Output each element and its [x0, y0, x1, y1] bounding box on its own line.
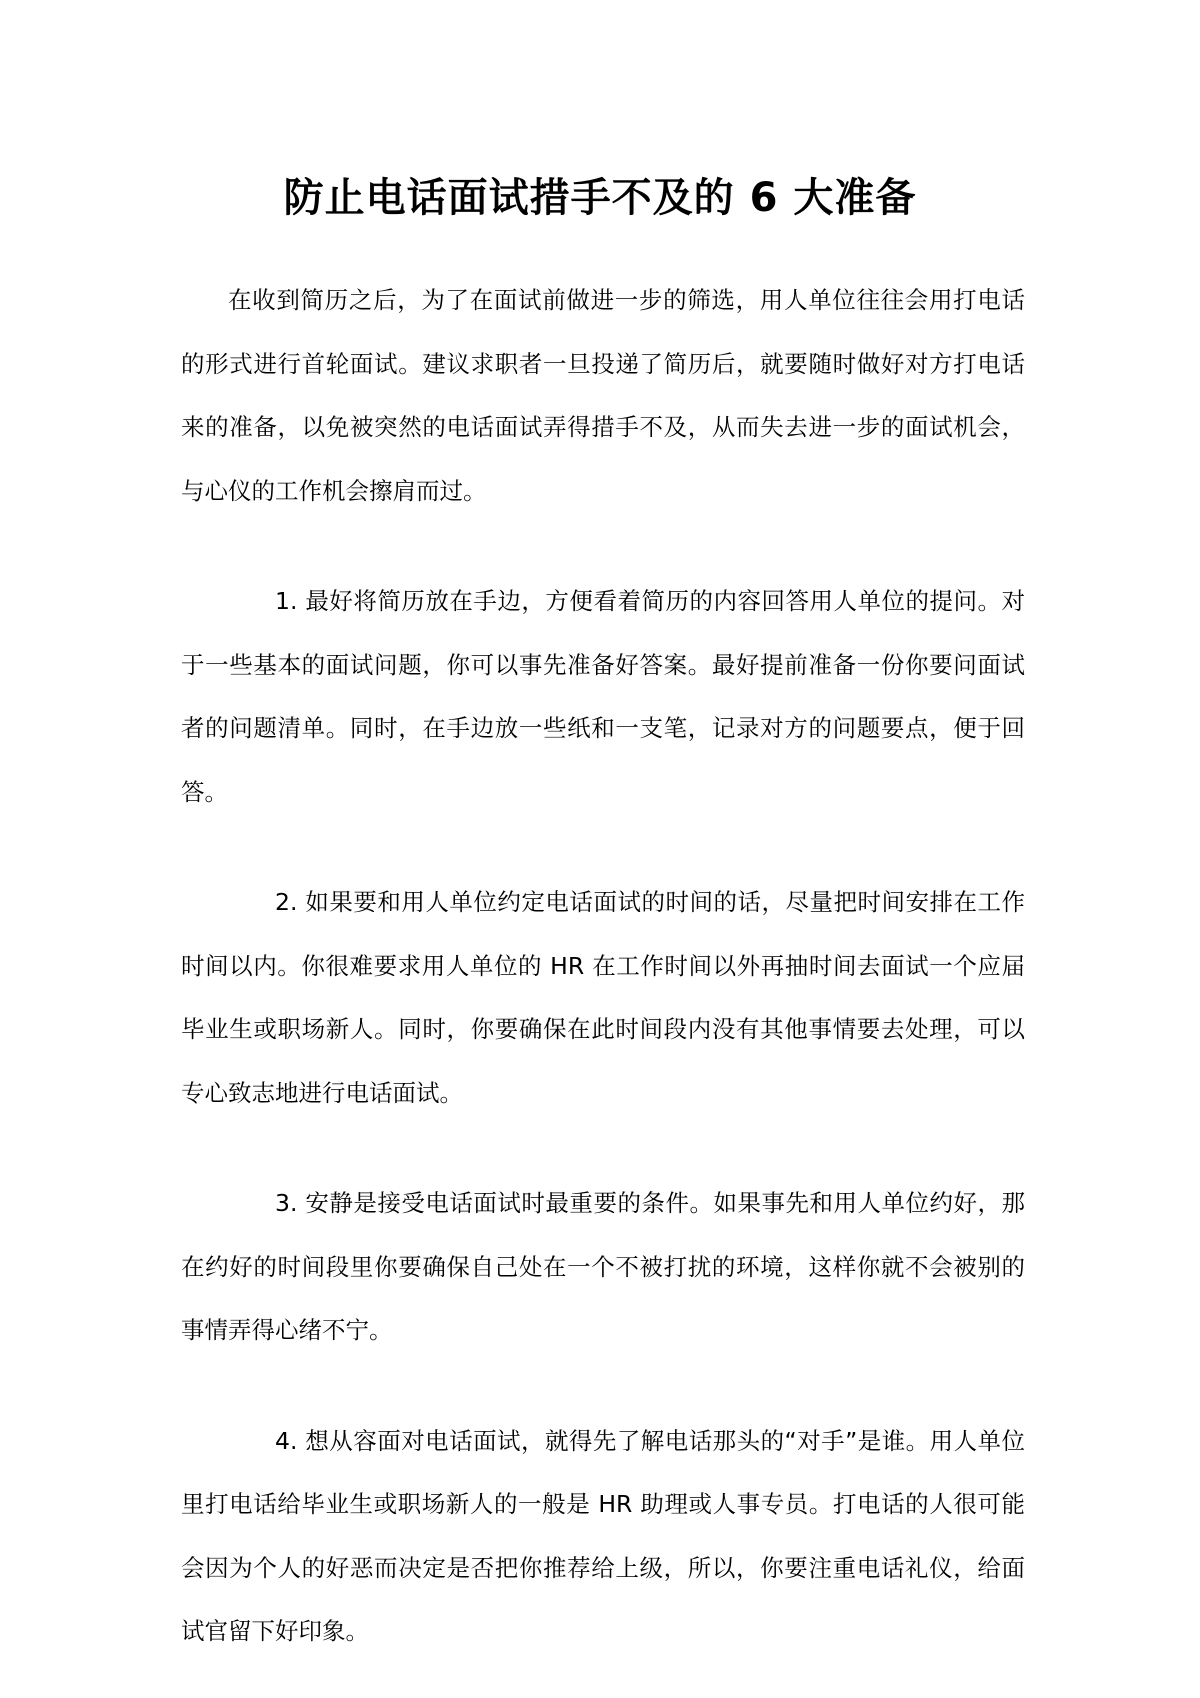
paragraph-spacer [181, 824, 1025, 871]
tip-paragraph-2: 2. 如果要和用人单位约定电话面试的时间的话，尽量把时间安排在工作时间以内。你很难要求用人单位的 HR 在工作时间以外再抽时间去面试一个应届毕业生或职场新人。同时，你要确保在此时间段内没有其他事情要去处理，可以专心致志地进行电话面试。 [181, 888, 1025, 1107]
intro-paragraph: 在收到简历之后，为了在面试前做进一步的筛选，用人单位往往会用打电话的形式进行首轮面试。建议求职者一旦投递了简历后，就要随时做好对方打电话来的准备，以免被突然的电话面试弄得措手不及，从而失去进一步的面试机会，与心仪的工作机会擦肩而过。 [181, 286, 1025, 505]
tip-paragraph-1: 1. 最好将简历放在手边，方便看着简历的内容回答用人单位的提问。对于一些基本的面试问题，你可以事先准备好答案。最好提前准备一份你要问面试者的问题清单。同时，在手边放一些纸和一支笔，记录对方的问题要点，便于回答。 [181, 587, 1025, 806]
tip-paragraph-4: 4. 想从容面对电话面试，就得先了解电话那头的“对手”是谁。用人单位里打电话给毕业生或职场新人的一般是 HR 助理或人事专员。打电话的人很可能会因为个人的好恶而决定是否把你推荐给上级，所以，你要注重电话礼仪，给面试官留下好印象。 [181, 1426, 1025, 1645]
tip-paragraph-3: 3. 安静是接受电话面试时最重要的条件。如果事先和用人单位约好，那在约好的时间段里你要确保自己处在一个不被打扰的环境，这样你就不会被别的事情弄得心绪不宁。 [181, 1189, 1025, 1344]
paragraph-spacer [181, 523, 1025, 570]
paragraph-spacer [181, 1125, 1025, 1172]
document-body [181, 269, 1025, 1664]
document-title: 防止电话面试措手不及的 6 大准备 [283, 175, 917, 221]
paragraph-spacer [181, 1363, 1025, 1410]
